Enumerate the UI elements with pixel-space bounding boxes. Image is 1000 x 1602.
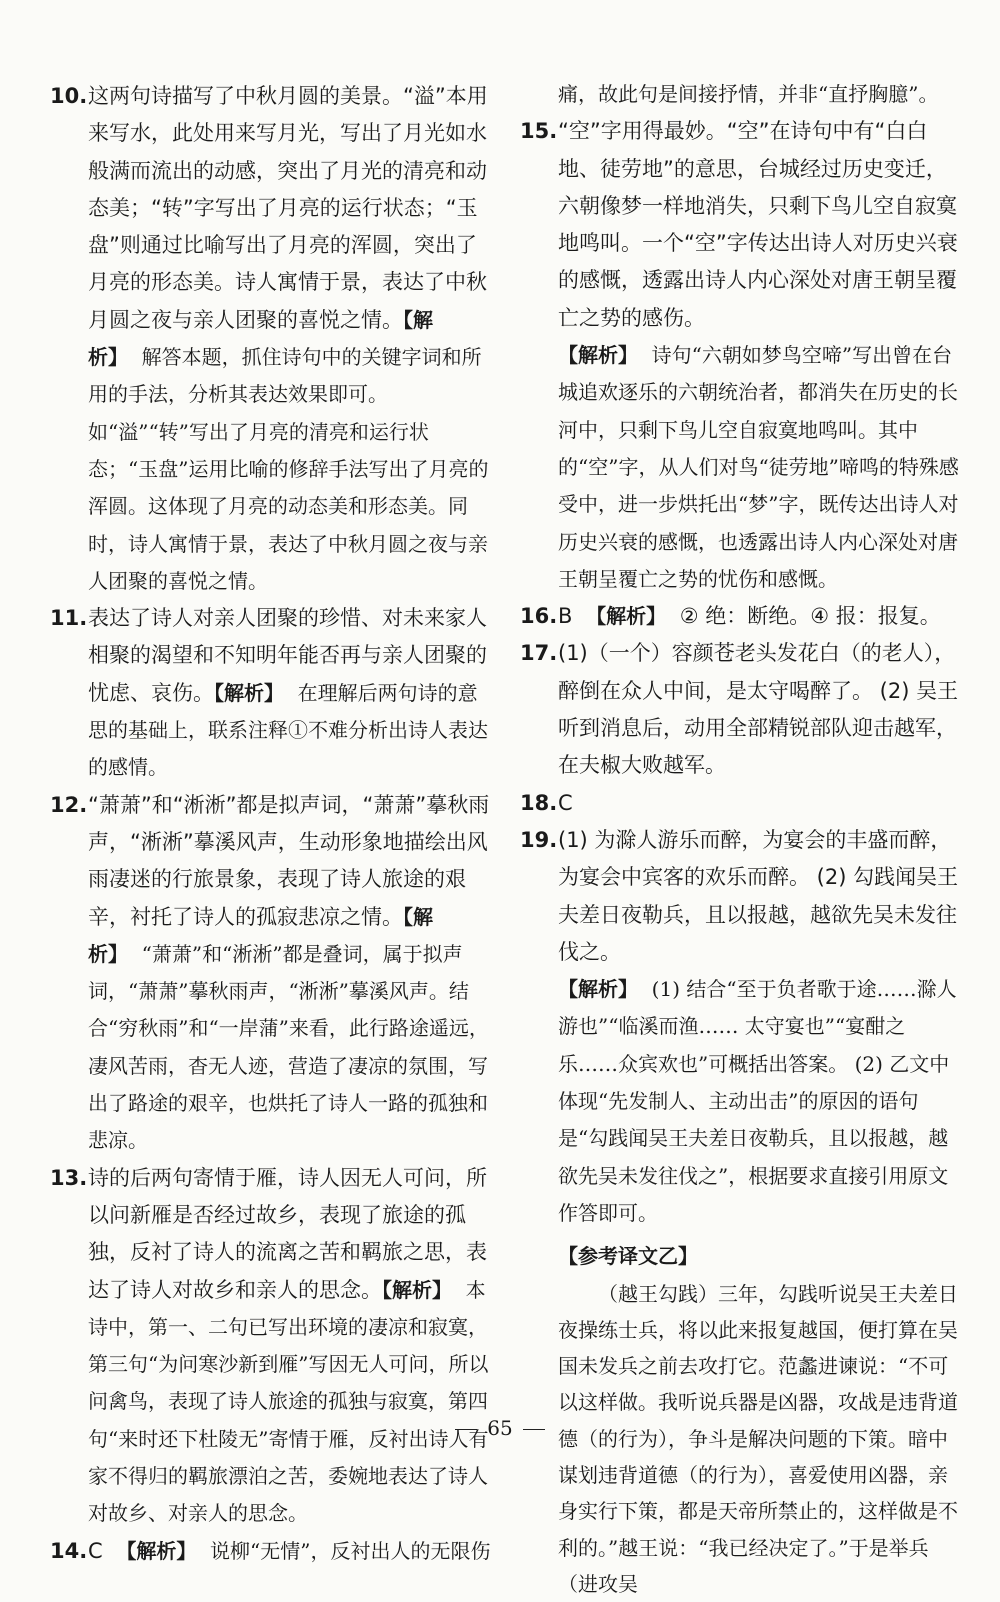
question-number: 13.: [50, 1160, 87, 1196]
question-number: 18.: [520, 785, 557, 821]
question-15: [520, 113, 960, 598]
analysis-text: 本诗中，第一、二句已写出环境的凄凉和寂寞，第三句“为问寒沙新到雁”写因无人可问，所以问禽鸟，表现了诗人旅途的孤独与寂寞，第四句“来时还下杜陵无”寄情于雁，反衬出诗人有家不得归的羁旅漂泊之苦，委婉地表达了诗人对故乡、对亲人的思念。: [88, 1278, 488, 1526]
answer-text: (1)（一个）容颜苍老头发花白（的老人），醉倒在众人中间，是太守喝醉了。 (2) 吴王听到消息后，动用全部精锐部队迎击越军，在夫椒大败越军。: [558, 641, 958, 777]
answer-text: C: [558, 791, 573, 815]
question-18: [520, 785, 960, 822]
answer-text: “空”字用得最妙。“空”在诗句中有“白白地、徒劳地”的意思，台城经过历史变迁，六朝像梦一样地消失，只剩下鸟儿空自寂寞地鸣叫。一个“空”字传达出诗人对历史兴衰的感慨，透露出诗人内心深处对唐王朝呈覆亡之势的感伤。: [558, 119, 958, 329]
analysis-tag: 【解析】: [88, 308, 433, 369]
question-14: [50, 1533, 495, 1570]
question-number: 11.: [50, 600, 87, 636]
analysis-text: ② 绝：断绝。④ 报：报复。: [680, 604, 941, 628]
analysis-tag: 【解析】: [382, 1278, 452, 1302]
question-number: 10.: [50, 78, 87, 114]
page-dash-left: [455, 1429, 477, 1430]
translation-heading: [520, 1238, 960, 1275]
answer-text: 诗的后两句寄情于雁，诗人因无人可问，所以问新雁是否经过故乡，表现了旅途的孤独，反衬了诗人的流离之苦和羁旅之思，表达了诗人对故乡和亲人的思念。: [88, 1166, 487, 1302]
analysis-tag: 【解析】: [558, 977, 638, 1001]
question-13: [50, 1160, 495, 1533]
question-number: 14.: [50, 1533, 87, 1569]
question-number: 16.: [520, 598, 557, 634]
analysis-text: 在理解后两句诗的意思的基础上，联系注释①不难分析出诗人表达的感情。: [88, 681, 488, 780]
question-number: 19.: [520, 822, 557, 858]
question-number: 17.: [520, 635, 557, 671]
analysis-text: “萧萧”和“淅淅”都是叠词，属于拟声词，“萧萧”摹秋雨声，“淅淅”摹溪风声。结合“穷秋雨”和“一岸蒲”来看，此行路途遥远，凄风苦雨，杳无人迹，营造了凄凉的氛围，写出了路途的艰辛，也烘托了诗人一路的孤独和悲凉。: [88, 942, 489, 1152]
analysis-text: 痛，故此句是间接抒情，并非“直抒胸臆”。: [558, 82, 938, 106]
left-column: [50, 78, 495, 1570]
analysis-tag: 【解析】: [586, 604, 666, 628]
analysis-tag: 【解析】: [558, 343, 638, 367]
question-12: [50, 787, 495, 1160]
right-column: [520, 76, 960, 1602]
analysis-tag: 【解析】: [214, 681, 284, 705]
analysis-text: 解答本题，抓住诗句中的关键字词和所用的手法，分析其表达效果即可。如“溢”“转”写出了月亮的清亮和运行状态；“玉盘”运用比喻的修辞手法写出了月亮的浑圆。这体现了月亮的动态美和形态美。同时，诗人寓情于景，表达了中秋月圆之夜与亲人团聚的喜悦之情。: [88, 345, 488, 593]
page-dash-right: [523, 1429, 545, 1430]
analysis-text: (1) 结合“至于负者歌于途……滁人游也”“临溪而渔…… 太守宴也”“宴酣之乐……众宾欢也”可概括出答案。 (2) 乙文中体现“先发制人、主动出击”的原因的语句是“勾践闻吴王夫差日夜勒兵，且以报越，越欲先吴未发往伐之”，根据要求直接引用原文作答即可。: [558, 977, 957, 1225]
question-17: [520, 635, 960, 784]
analysis-text: 诗句“六朝如梦鸟空啼”写出曾在台城追欢逐乐的六朝统治者，都消失在历史的长河中，只剩下鸟儿空自寂寞地鸣叫。其中的“空”字，从人们对鸟“徒劳地”啼鸣的特殊感受中，进一步烘托出“梦”字，既传达出诗人对历史兴衰的感慨，也透露出诗人内心深处对唐王朝呈覆亡之势的忧伤和感慨。: [558, 343, 959, 591]
question-19: [520, 822, 960, 1232]
analysis-tag: 【解析】: [88, 905, 433, 966]
question-number: 15.: [520, 113, 557, 149]
page-number: [0, 1416, 1000, 1440]
question-11: [50, 600, 495, 786]
question-10: [50, 78, 495, 600]
analysis-tag: 【解析】: [116, 1539, 196, 1563]
question-16: [520, 598, 960, 635]
analysis-text: 说柳“无情”，反衬出人的无限伤: [210, 1539, 490, 1563]
translation-title: 【参考译文乙】: [558, 1244, 698, 1268]
answer-text: C: [88, 1539, 103, 1563]
question-number: 12.: [50, 787, 87, 823]
answer-text: 这两句诗描写了中秋月圆的美景。“溢”本用来写水，此处用来写月光，写出了月光如水般满而流出的动感，突出了月光的清亮和动态美；“转”字写出了月亮的运行状态；“玉盘”则通过比喻写出了月亮的浑圆，突出了月亮的形态美。诗人寓情于景，表达了中秋月圆之夜与亲人团聚的喜悦之情。: [88, 84, 488, 332]
answer-text: B: [558, 604, 572, 628]
answer-text: 表达了诗人对亲人团聚的珍惜、对未来家人相聚的渴望和不知明年能否再与亲人团聚的忧虑、哀伤。: [88, 606, 487, 705]
answer-text: (1) 为滁人游乐而醉，为宴会的丰盛而醉，为宴会中宾客的欢乐而醉。 (2) 勾践闻吴王夫差日夜勒兵，且以报越，越欲先吴未发往伐之。: [558, 828, 958, 964]
page-number-label: 65: [487, 1416, 512, 1440]
translation-text: （越王勾践）三年，勾践听说吴王夫差日夜操练士兵，将以此来报复越国，便打算在吴国未发兵之前去攻打它。范蠡进谏说：“不可以这样做。我听说兵器是凶器，攻战是违背道德（的行为），争斗是解决问题的下策。暗中谋划违背道德（的行为），喜爱使用凶器，亲身实行下策，都是天帝所禁止的，这样做是不利的。”越王说：“我已经决定了。”于是举兵（进攻吴: [520, 1276, 960, 1602]
answer-text: “萧萧”和“淅淅”都是拟声词，“萧萧”摹秋雨声，“淅淅”摹溪风声，生动形象地描绘出风雨凄迷的行旅景象，表现了诗人旅途的艰辛，衬托了诗人的孤寂悲凉之情。: [88, 793, 489, 929]
question-14-continuation: [520, 76, 960, 113]
